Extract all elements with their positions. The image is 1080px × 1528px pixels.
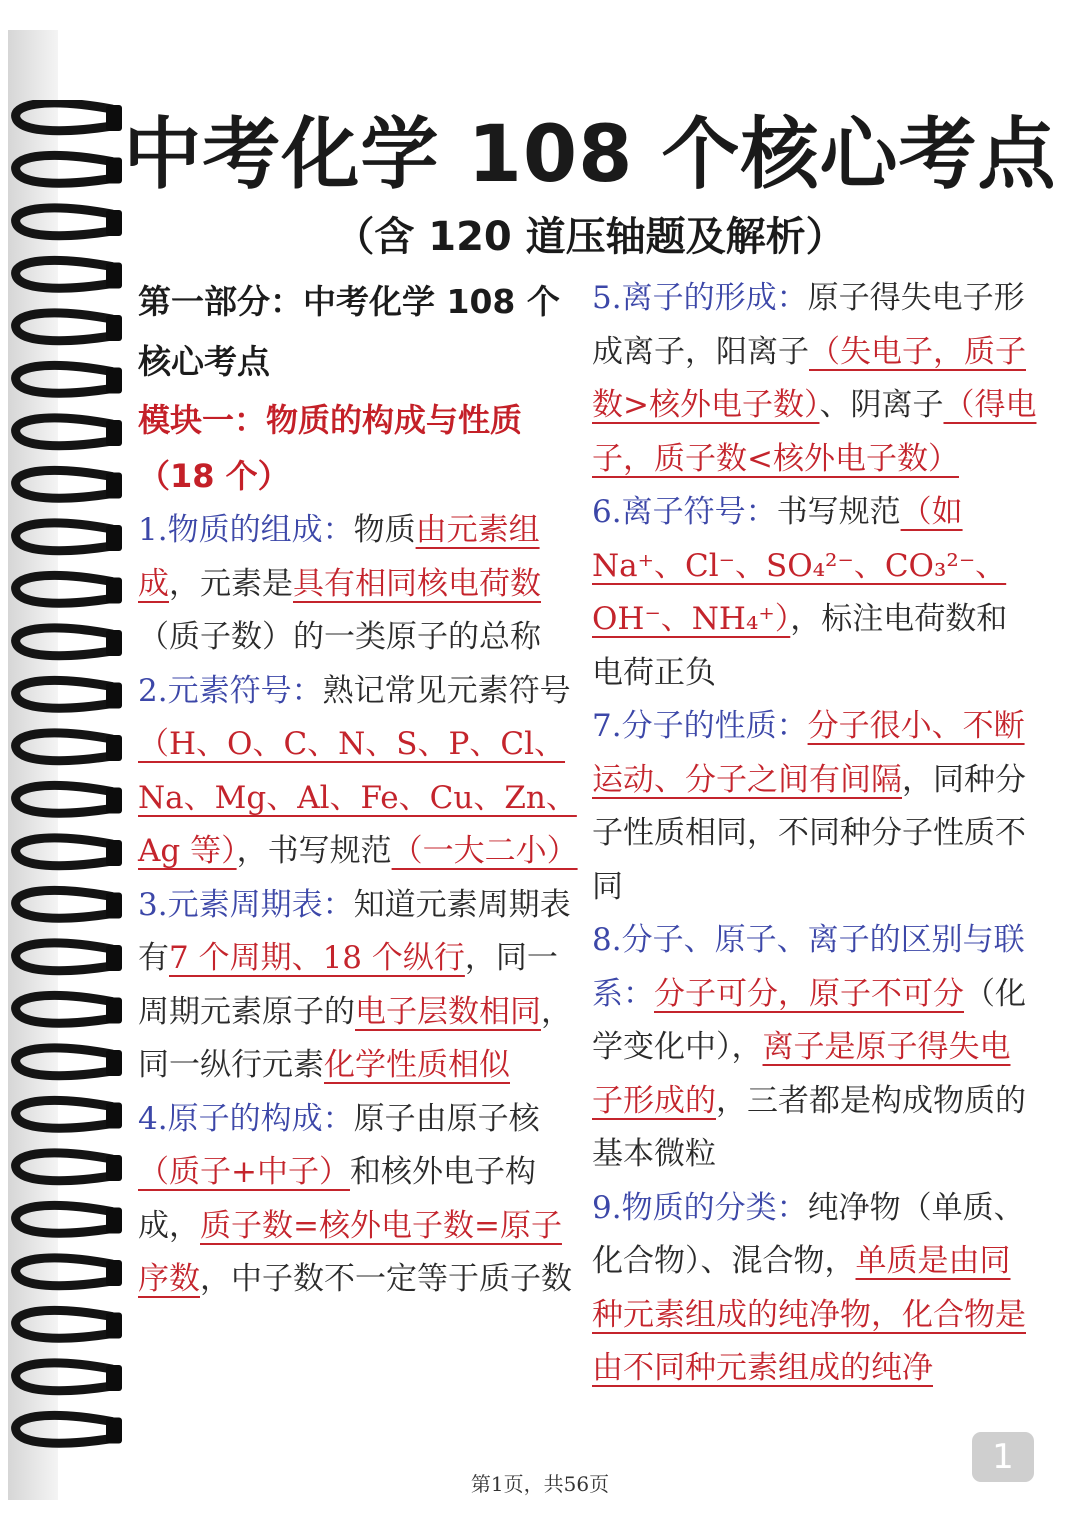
point-title: 4.原子的构成： (138, 1100, 354, 1137)
binding-ring (16, 680, 122, 708)
point-text: 原子由原子核 (353, 1100, 540, 1137)
binding-ring (16, 1258, 122, 1286)
binding-ring (16, 1153, 122, 1181)
page-number-badge: 1 (972, 1432, 1034, 1482)
point-title: 2.元素符号： (138, 672, 323, 709)
point-text: （化学变化中）， (592, 975, 1026, 1065)
part-heading: 第一部分：中考化学 108 个核心考点 (138, 282, 560, 381)
document-title: 中考化学 108 个核心考点 (123, 110, 1057, 200)
point-text: 物质 (353, 512, 416, 548)
key-phrase: 分子很小、不断运动、分子之间有间隔 (592, 708, 1025, 798)
key-phrase: 单质是由同种元素组成的纯净物，化合物是由不同种元素组成的纯净 (592, 1243, 1026, 1386)
point-text: 原子得失电子形成离子，阳离子 (592, 280, 1025, 370)
key-phrase: （H、O、C、N、S、P、Cl、Na、Mg、Al、Fe、Cu、Zn、Ag 等） (138, 726, 577, 869)
key-phrase: （得电子，质子数<核外电子数） (592, 387, 1037, 477)
key-phrase: （质子+中子） (138, 1154, 350, 1190)
point-7 (592, 700, 1037, 914)
point-8 (592, 914, 1037, 1182)
binding-ring (16, 523, 122, 551)
point-text: 纯净物（单质、化合物）、混合物， (592, 1189, 1025, 1279)
point-text: ，书写规范 (236, 833, 392, 869)
point-text: 书写规范 (776, 494, 901, 530)
point-3 (138, 879, 580, 1093)
module-heading: 模块一：物质的构成与性质（18 个） (138, 401, 523, 495)
point-text: 知道元素周期表有 (138, 886, 571, 976)
binding-ring (16, 943, 122, 971)
point-9 (592, 1182, 1037, 1396)
binding-ring (16, 1363, 122, 1391)
key-phrase: 由元素组成 (138, 512, 540, 602)
point-text: 熟记常见元素符号 (322, 672, 571, 709)
binding-ring (16, 1415, 122, 1443)
point-text: ，标注电荷数和电荷正负 (592, 601, 1008, 691)
binding-ring (16, 260, 122, 288)
key-phrase: 质子数=核外电子数=原子序数 (138, 1207, 562, 1297)
point-title: 9.物质的分类： (592, 1189, 808, 1226)
key-phrase: 分子可分，原子不可分 (654, 975, 964, 1012)
point-5 (592, 272, 1037, 486)
binding-ring (16, 575, 122, 603)
point-text: ，同种分子性质相同，不同种分子性质不同 (592, 761, 1026, 905)
binding-ring (16, 1310, 122, 1338)
binding-ring (16, 1205, 122, 1233)
point-title: 7.分子的性质： (592, 708, 808, 744)
binding-ring (16, 628, 122, 656)
point-text: ，中子数不一定等于质子数 (200, 1261, 572, 1297)
binding-ring (16, 1100, 122, 1128)
binding-ring (16, 838, 122, 866)
key-phrase: 电子层数相同 (355, 993, 541, 1030)
spiral-binding (0, 100, 140, 1480)
point-text: 、阴离子 (819, 387, 944, 423)
key-phrase: 具有相同核电荷数 (293, 565, 541, 602)
point-title: 3.元素周期表： (138, 886, 354, 923)
point-title: 8.分子、原子、离子的区别与联系： (592, 922, 1025, 1012)
point-1 (138, 504, 580, 665)
right-column (592, 272, 1037, 1396)
binding-ring (16, 995, 122, 1023)
point-text: 和核外电子构成， (138, 1154, 536, 1244)
key-phrase: （一大二小） (391, 833, 578, 869)
page-footer: 第1页，共56页 (470, 1472, 610, 1496)
point-text: ，同一纵行元素 (138, 993, 572, 1083)
point-text: ，元素是 (169, 565, 293, 602)
point-text: ，三者都是构成物质的基本微粒 (592, 1082, 1026, 1172)
point-text: ，同一周期元素原子的 (138, 940, 558, 1030)
point-title: 1.物质的组成： (138, 512, 354, 548)
point-2 (138, 665, 580, 879)
key-phrase: （如 Na⁺、Cl⁻、SO₄²⁻、CO₃²⁻、OH⁻、NH₄⁺） (592, 494, 1007, 637)
key-phrase: 7 个周期、18 个纵行 (169, 940, 465, 976)
binding-ring (16, 418, 122, 446)
left-column (138, 272, 580, 1307)
binding-ring (16, 1048, 122, 1076)
point-6 (592, 486, 1037, 700)
point-title: 5.离子的形成： (592, 280, 808, 316)
binding-ring (16, 470, 122, 498)
binding-ring (16, 733, 122, 761)
binding-ring (16, 890, 122, 918)
point-4 (138, 1093, 580, 1307)
binding-ring (16, 365, 122, 393)
key-phrase: 离子是原子得失电子形成的 (592, 1029, 1011, 1119)
key-phrase: （失电子，质子数>核外电子数） (592, 333, 1026, 423)
point-title: 6.离子符号： (592, 494, 777, 530)
document-subtitle: （含 120 道压轴题及解析） (334, 214, 846, 260)
binding-ring (16, 785, 122, 813)
point-text: （质子数）的一类原子的总称 (138, 619, 541, 655)
key-phrase: 化学性质相似 (324, 1047, 510, 1083)
binding-ring (16, 313, 122, 341)
